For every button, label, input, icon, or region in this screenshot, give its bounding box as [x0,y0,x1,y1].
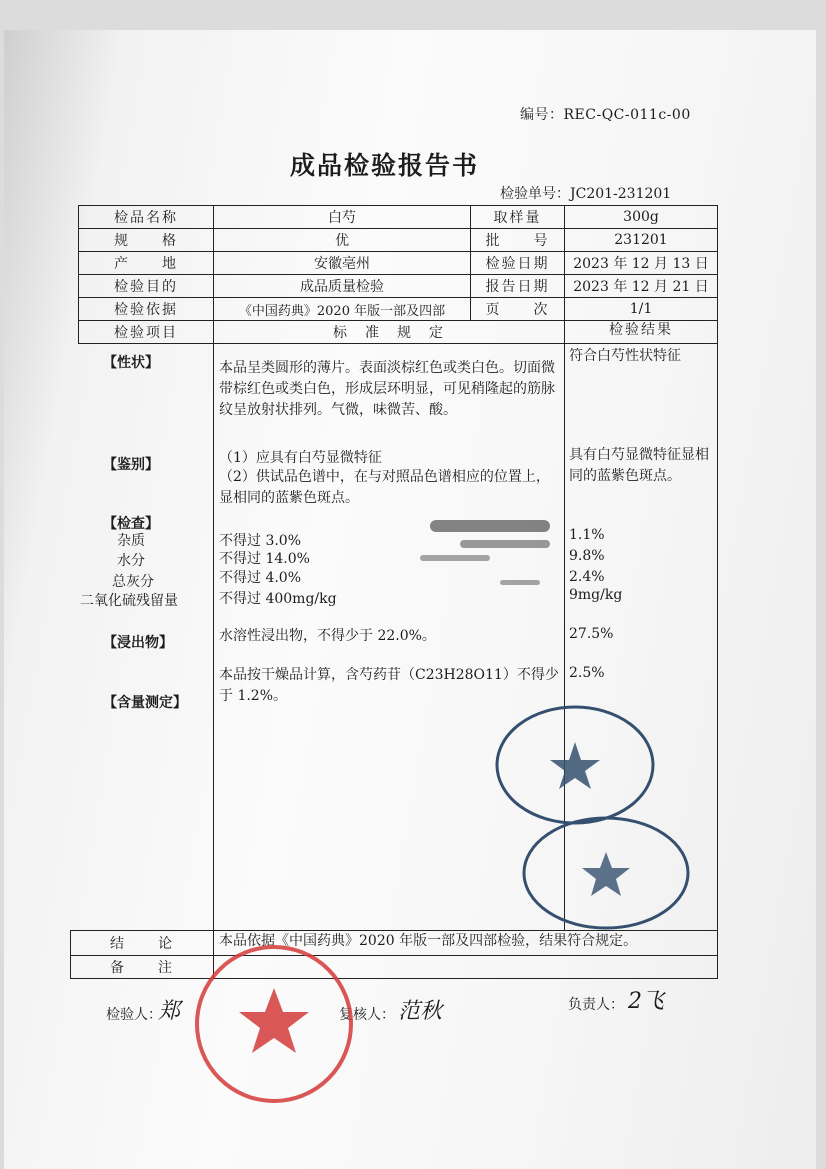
standard-jianbie-2: （2）供试品色谱中，在与对照品色谱相应的位置上，显相同的蓝紫色斑点。 [219,469,550,506]
reviewer-signature: 范秋 [398,999,443,1024]
result-jinchuwu: 27.5% [569,626,614,642]
label-origin: 产 地 [114,256,178,272]
standard-jianbie-1: （1）应具有白芍显微特征 [219,450,382,466]
value-page: 1/1 [629,301,653,317]
label-purpose: 检验目的 [114,279,178,295]
value-inspection-date: 2023 年 12 月 13 日 [573,256,709,272]
section-jiancha: 【检查】 [103,516,159,532]
header-item: 检验项目 [114,325,178,341]
result-moisture: 9.8% [569,548,605,564]
standard-so2: 不得过 400mg/kg [219,591,337,607]
value-basis: 《中国药典》2020 年版一部及四部 [238,303,446,319]
seal-stamp-sentai [518,812,694,934]
value-purpose: 成品质量检验 [300,279,384,295]
standard-hanliang: 本品按干燥品计算，含芍药苷（C23H28O11）不得少于 1.2%。 [219,667,559,704]
standard-xingzhuang: 本品呈类圆形的薄片。表面淡棕红色或类白色。切面微带棕红色或类白色，形成层环明显，可见稍隆起的筋脉纹呈放射状排列。气微，味微苦、酸。 [219,360,555,418]
label-conclusion: 结 论 [110,936,174,952]
result-xingzhuang: 符合白芍性状特征 [569,348,681,364]
conclusion-text: 本品依据《中国药典》2020 年版一部及四部检验，结果符合规定。 [219,933,638,949]
value-report-date: 2023 年 12 月 21 日 [573,279,709,295]
value-origin: 安徽亳州 [314,256,370,272]
value-spec: 优 [335,233,349,249]
inspector-label: 检验人： [106,1007,162,1023]
header-standard: 标 准 规 定 [333,325,445,341]
result-hanliang: 2.5% [569,665,605,681]
seal-stamp-linhai [490,700,660,830]
reviewer-label: 复核人： [339,1007,395,1023]
label-sample-amount: 取样量 [493,210,542,226]
label-spec: 规 格 [114,233,178,249]
value-product-name: 白芍 [328,210,356,226]
standard-impurity: 不得过 3.0% [219,533,302,549]
responsible-label: 负责人： [568,997,624,1013]
item-name-impurity: 杂质 [117,533,145,549]
label-product-name: 检品名称 [114,210,178,226]
label-basis: 检验依据 [114,302,178,318]
section-jianbie: 【鉴别】 [103,457,159,473]
section-hanliang: 【含量测定】 [103,695,187,711]
result-impurity: 1.1% [569,527,605,543]
seal-stamp-mintai [192,942,356,1106]
item-name-so2: 二氧化硫残留量 [80,593,178,609]
label-remark: 备 注 [110,960,174,976]
document-number: 编号：REC-QC-011c-00 [520,107,691,123]
responsible-signature: 2飞 [628,989,664,1014]
item-name-ash: 总灰分 [112,574,154,590]
label-batch-no: 批 号 [485,233,550,249]
standard-moisture: 不得过 14.0% [219,551,310,567]
standard-ash: 不得过 4.0% [219,570,302,586]
inspector-signature: 郑 [158,999,181,1024]
section-jinchuwu: 【浸出物】 [103,635,173,651]
label-report-date: 报告日期 [485,279,550,295]
label-page: 页 次 [485,302,550,318]
section-xingzhuang: 【性状】 [103,355,159,371]
result-ash: 2.4% [569,569,605,585]
page-title: 成品检验报告书 [290,151,480,180]
standard-jinchuwu: 水溶性浸出物，不得少于 22.0%。 [219,628,436,644]
header-result: 检验结果 [609,322,673,338]
item-name-moisture: 水分 [117,553,145,569]
value-batch-no: 231201 [614,232,668,248]
value-sample-amount: 300g [623,209,659,225]
inspection-number: 检验单号：JC201-231201 [500,186,672,202]
result-jianbie: 具有白芍显微特征显相同的蓝紫色斑点。 [569,447,709,484]
label-inspection-date: 检验日期 [485,256,550,272]
result-so2: 9mg/kg [569,587,623,603]
